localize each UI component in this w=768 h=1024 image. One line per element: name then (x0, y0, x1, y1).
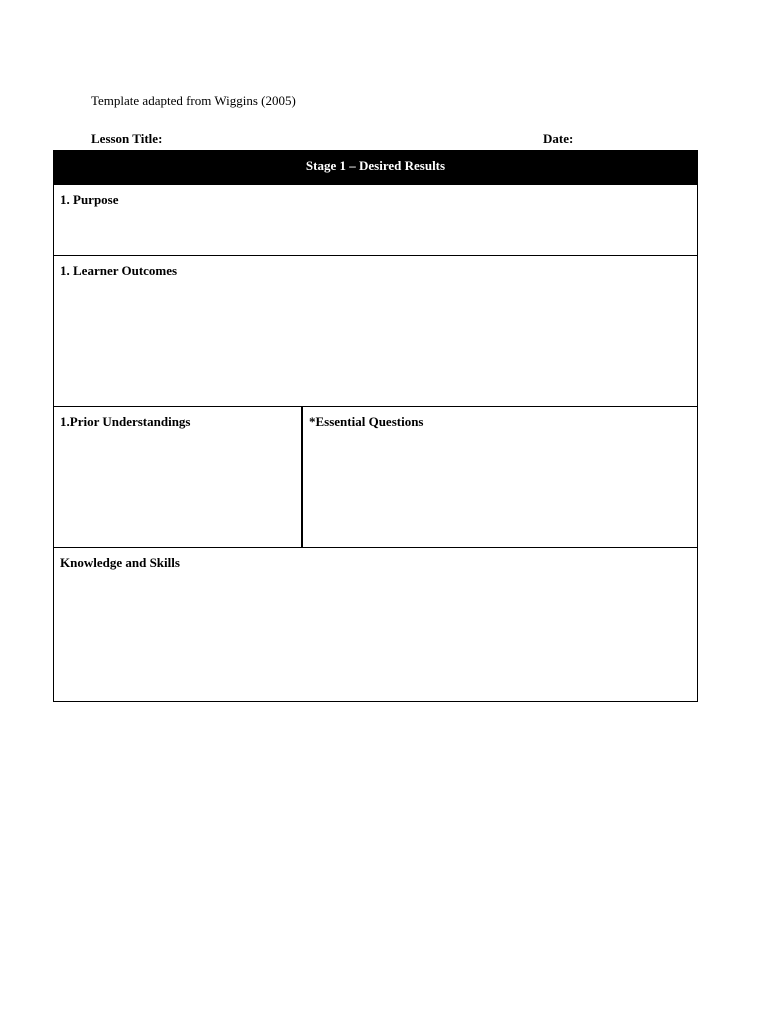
learner-outcomes-cell[interactable] (54, 255, 697, 406)
lesson-plan-table (53, 150, 698, 702)
purpose-label: 1. Purpose (60, 192, 119, 207)
essential-questions-label: *Essential Questions (309, 414, 424, 429)
lesson-header-row (91, 131, 591, 147)
essential-questions-cell[interactable] (303, 406, 697, 547)
stage-1-header: Stage 1 – Desired Results (54, 151, 697, 184)
purpose-cell[interactable] (54, 184, 697, 255)
date-label: Date: (543, 131, 574, 146)
template-source-note: Template adapted from Wiggins (2005) (91, 93, 296, 108)
lesson-title-label: Lesson Title: (91, 131, 163, 146)
learner-outcomes-label: 1. Learner Outcomes (60, 263, 178, 278)
knowledge-and-skills-cell[interactable] (54, 547, 697, 701)
prior-understandings-cell[interactable] (54, 406, 303, 547)
prior-understandings-label: 1.Prior Understandings (60, 414, 191, 429)
knowledge-and-skills-label: Knowledge and Skills (60, 555, 180, 570)
